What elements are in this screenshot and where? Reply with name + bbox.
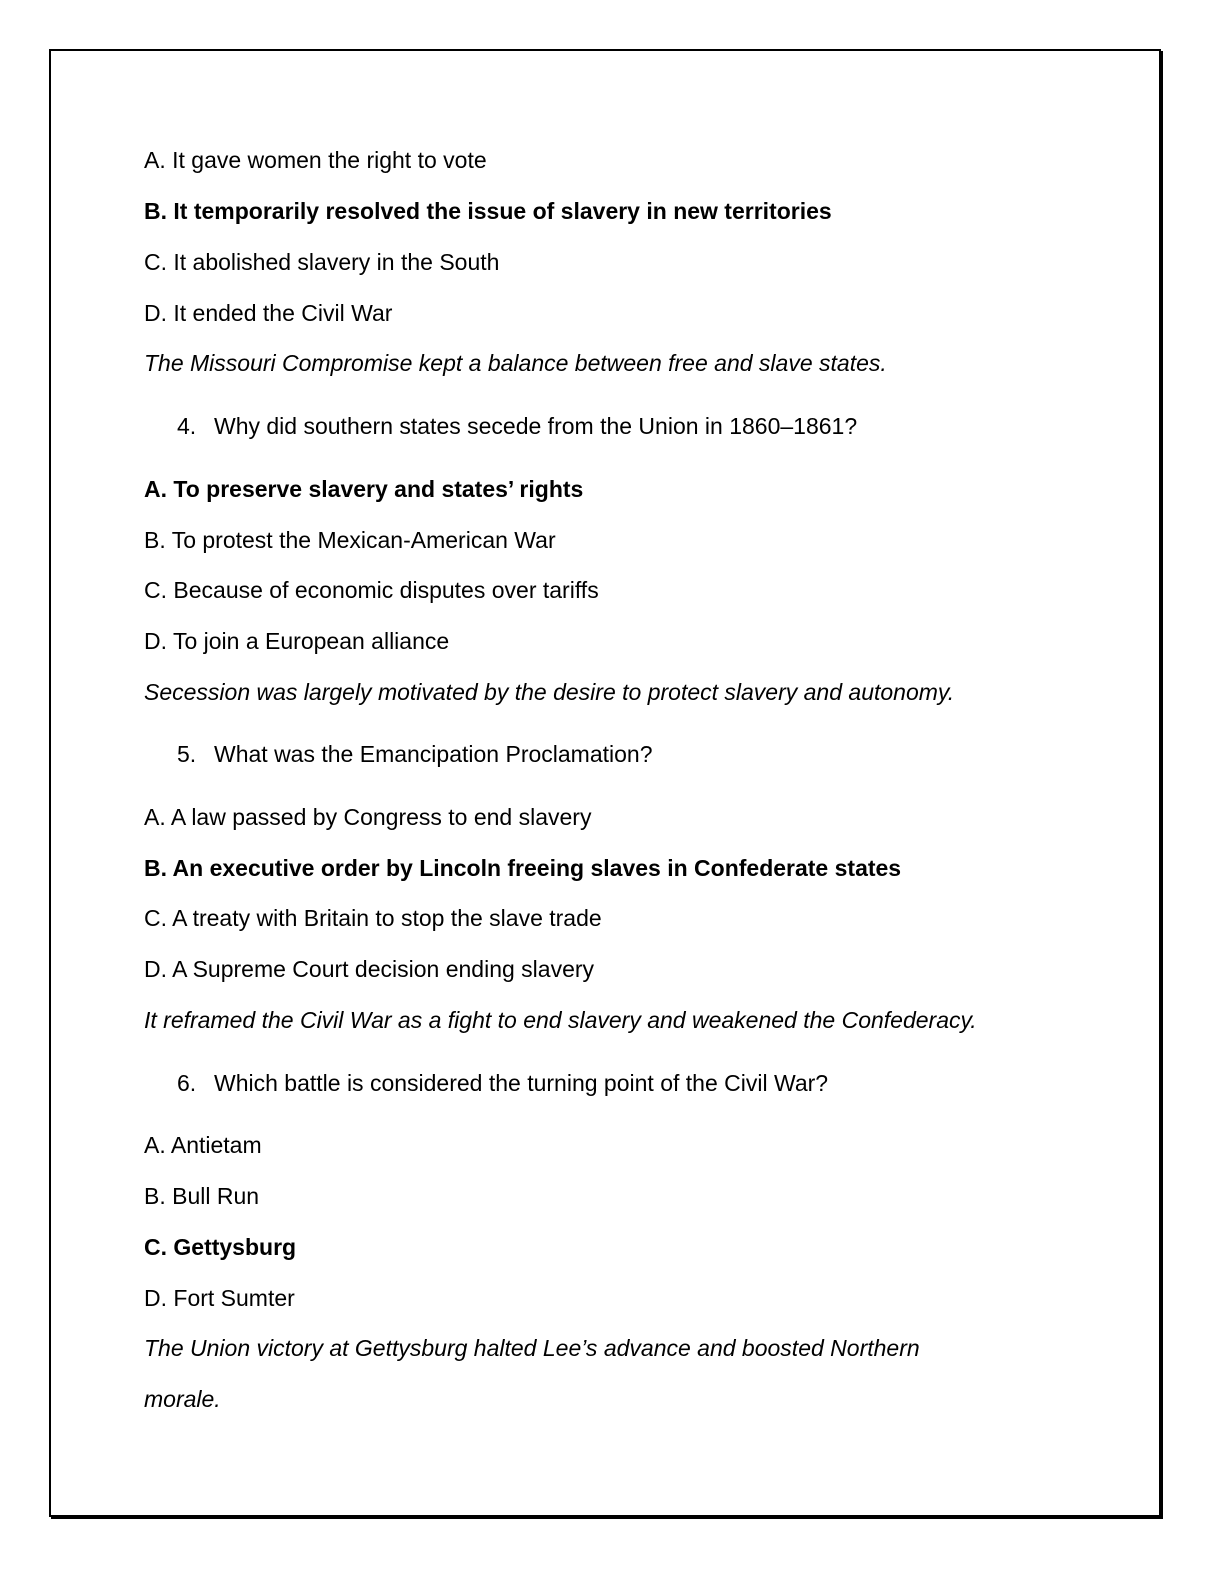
q4-option-d: D. To join a European alliance: [144, 628, 450, 654]
q4-number: 4.: [177, 413, 197, 439]
q5-number: 5.: [177, 741, 197, 767]
q3-option-d: D. It ended the Civil War: [144, 300, 393, 326]
q4-option-c: C. Because of economic disputes over tariffs: [144, 577, 599, 603]
q4-question-text: Why did southern states secede from the Union in 1860–1861?: [214, 413, 858, 439]
q5-explanation: It reframed the Civil War as a fight to end slavery and weakened the Confederacy.: [144, 1007, 977, 1033]
q6-option-c-correct: C. Gettysburg: [144, 1234, 297, 1260]
q6-question: [177, 1068, 828, 1098]
q3-option-a: A. It gave women the right to vote: [144, 147, 487, 173]
q3-option-b-correct: B. It temporarily resolved the issue of slavery in new territories: [144, 198, 832, 224]
q5-option-c: C. A treaty with Britain to stop the slave trade: [144, 905, 602, 931]
q3-explanation: The Missouri Compromise kept a balance between free and slave states.: [144, 350, 887, 376]
q4-option-b: B. To protest the Mexican-American War: [144, 527, 556, 553]
q6-explanation-line-1: The Union victory at Gettysburg halted Lee’s advance and boosted Northern: [144, 1335, 920, 1361]
q5-question-text: What was the Emancipation Proclamation?: [214, 741, 653, 767]
q3-option-c: C. It abolished slavery in the South: [144, 249, 500, 275]
q4-explanation: Secession was largely motivated by the desire to protect slavery and autonomy.: [144, 679, 955, 705]
q6-question-text: Which battle is considered the turning point of the Civil War?: [214, 1070, 829, 1096]
q6-option-a: A. Antietam: [144, 1132, 262, 1158]
q4-option-a-correct: A. To preserve slavery and states’ rights: [144, 476, 584, 502]
q6-number: 6.: [177, 1070, 197, 1096]
q6-explanation-line-2: morale.: [144, 1386, 221, 1412]
q5-option-a: A. A law passed by Congress to end slavery: [144, 804, 592, 830]
q4-question: [177, 411, 857, 441]
q6-option-d: D. Fort Sumter: [144, 1285, 295, 1311]
q5-option-d: D. A Supreme Court decision ending slavery: [144, 956, 595, 982]
q5-option-b-correct: B. An executive order by Lincoln freeing slaves in Confederate states: [144, 855, 902, 881]
q6-option-b: B. Bull Run: [144, 1183, 260, 1209]
q5-question: [177, 739, 653, 769]
